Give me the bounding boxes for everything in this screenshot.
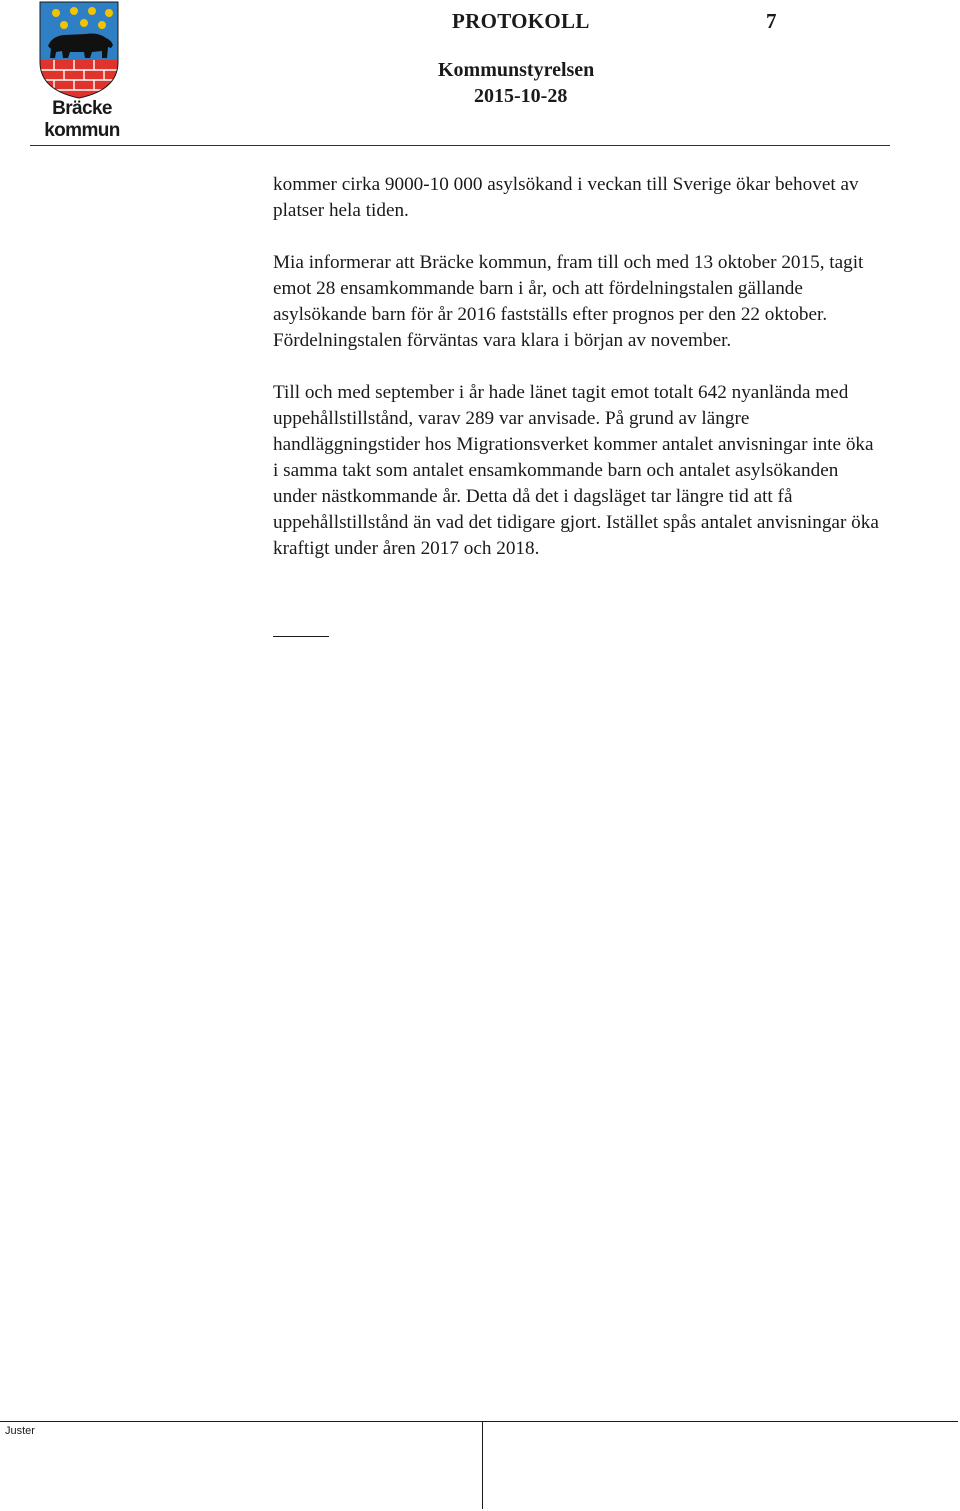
logo-text: Bräcke kommun (44, 98, 120, 141)
footer-column-divider (482, 1421, 483, 1509)
meeting-date: 2015-10-28 (474, 85, 568, 107)
paragraph: Mia informerar att Bräcke kommun, fram till och med 13 oktober 2015, tagit emot 28 ensamkommande barn i år, och att fördelningstalen gällande asylsökande barn för år 2016 fastställs efter prognos per den 22 oktober. Fördelningstalen förväntas vara klara i början av november. (273, 252, 864, 351)
paragraph: Till och med september i år hade länet tagit emot totalt 642 nyanlända med uppehållstillstånd, varav 289 var anvisade. På grund av längre handläggningstider hos Migrationsverket kommer antalet anvisningar inte öka i samma takt som antalet ensamkommande barn och antalet asylsökanden under nästkommande år. Detta då det i dagsläget tar längre tid att få uppehållstillstånd än vad det tidigare gjort. Istället spås antalet anvisningar öka kraftigt under åren 2017 och 2018. (273, 382, 879, 559)
paragraph: kommer cirka 9000-10 000 asylsökand i veckan till Sverige ökar behovet av platser hela tiden. (273, 174, 859, 221)
header-divider (30, 145, 890, 146)
page-number: 7 (766, 9, 777, 33)
minutes-body (273, 172, 883, 588)
footer-divider (0, 1421, 958, 1422)
document-title: PROTOKOLL (452, 9, 590, 33)
coat-of-arms-icon (12, 0, 152, 100)
section-end-rule (273, 636, 329, 637)
organization-name: Kommunstyrelsen (438, 59, 595, 81)
footer-label: Juster (5, 1425, 35, 1437)
municipality-logo (12, 0, 152, 141)
